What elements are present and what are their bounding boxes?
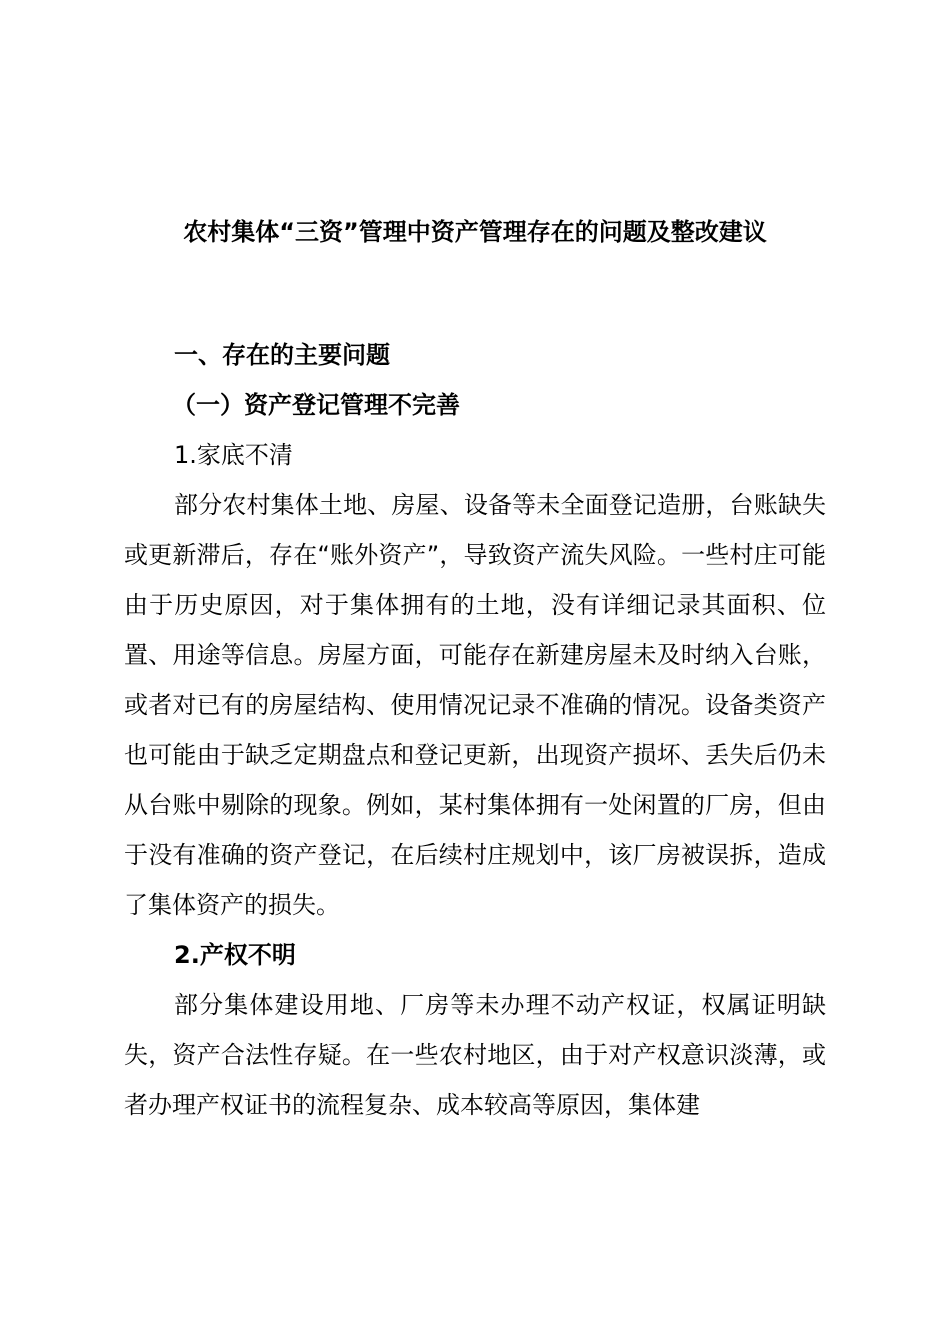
subsection-heading: （一）资产登记管理不完善 <box>172 391 460 419</box>
section-heading: 一、存在的主要问题 <box>174 341 390 369</box>
item-heading-1: 1.家底不清 <box>174 441 293 469</box>
document-title: 农村集体“三资”管理中资产管理存在的问题及整改建议 <box>183 218 767 246</box>
paragraph-2: 部分集体建设用地、厂房等未办理不动产权证，权属证明缺失，资产合法性存疑。在一些农村地区，由于对产权意识淡薄，或者办理产权证书的流程复杂、成本较高等原因，集体建 <box>124 991 826 1119</box>
document-body <box>124 330 826 1130</box>
paragraph-1: 部分农村集体土地、房屋、设备等未全面登记造册，台账缺失或更新滞后，存在“账外资产”，导致资产流失风险。一些村庄可能由于历史原因，对于集体拥有的土地，没有详细记录其面积、位置、用途等信息。房屋方面，可能存在新建房屋未及时纳入台账，或者对已有的房屋结构、使用情况记录不准确的情况。设备类资产也可能由于缺乏定期盘点和登记更新，出现资产损坏、丢失后仍未从台账中剔除的现象。例如，某村集体拥有一处闲置的厂房，但由于没有准确的资产登记，在后续村庄规划中，该厂房被误拆，造成了集体资产的损失。 <box>124 491 826 919</box>
item-heading-2: 2.产权不明 <box>174 941 296 969</box>
